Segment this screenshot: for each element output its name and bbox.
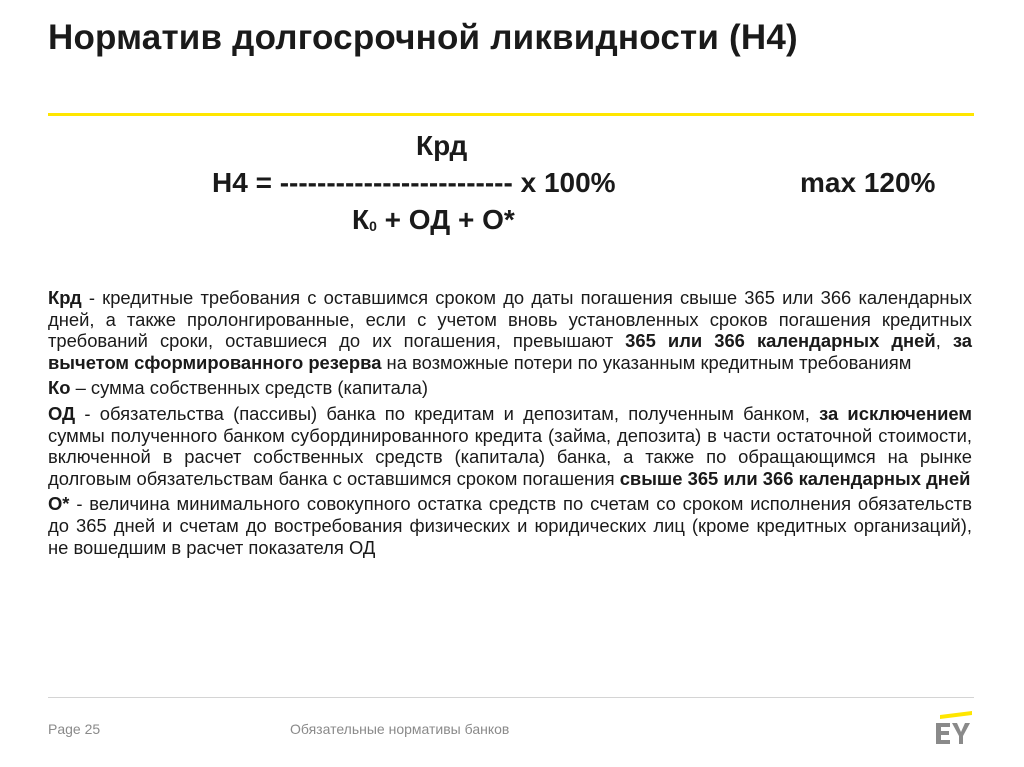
definition-bold: 365 или 366 календарных дней — [625, 330, 936, 352]
term-o: О* — [48, 493, 70, 515]
definition-text: - величина минимального совокупного остатка средств по счетам со сроком исполнения обязательств до 365 дней и счетам до востребования физических и юридических лиц (кроме кредитных организаций), не вошедшим в расчет показателя ОД — [48, 493, 972, 558]
formula-denominator — [352, 204, 515, 236]
definitions-text — [48, 287, 972, 562]
footer-divider — [48, 697, 974, 698]
definition-ko — [48, 377, 972, 399]
ey-logo-icon — [934, 711, 976, 747]
slide-title: Норматив долгосрочной ликвидности (Н4) — [48, 18, 798, 57]
formula-numerator: Крд — [416, 130, 468, 161]
page-number: Page 25 — [48, 721, 101, 737]
footer-title: Обязательные нормативы банков — [290, 721, 510, 737]
term-od: ОД — [48, 402, 76, 424]
term-krd: Крд — [48, 287, 82, 308]
definition-bold: за вычетом сформированного резерва — [48, 330, 972, 373]
definition-bold: за исключением — [819, 402, 972, 424]
denominator-k: К — [352, 204, 370, 235]
definition-text: - обязательства (пассивы) банка по кредитам и депозитам, полученным банком, — [75, 402, 820, 424]
denominator-subscript: 0 — [369, 218, 377, 234]
definition-text: – сумма собственных средств (капитала) — [70, 377, 428, 399]
denominator-rest: + ОД + О* — [376, 204, 515, 235]
definition-text: , — [935, 330, 953, 352]
definition-od — [48, 403, 972, 489]
definition-bold: свыше 365 или 366 календарных дней — [619, 467, 971, 489]
definition-text: на возможные потери по указанным кредитным требованиям — [381, 351, 912, 373]
term-ko: Ко — [48, 377, 71, 399]
title-divider — [48, 113, 974, 116]
definition-krd — [48, 287, 972, 373]
definition-o — [48, 493, 972, 558]
definition-text: - кредитные требования с оставшимся сроком до даты погашения свыше 365 или 366 календарных дней, а также пролонгированные, если с учетом вновь установленных сроков погашения кредитных требований сроки, оставшиеся до их погашения, превышают — [48, 287, 972, 352]
definition-text: суммы полученного банком субординированного кредита (займа, депозита) в части остаточной стоимости, включенной в расчет собственных средств (капитала) банка, а также по обращающимся на рынке долговым обязательствам банка с оставшимся сроком погашения — [48, 424, 972, 489]
formula-limit: max 120% — [800, 167, 936, 198]
formula-main-line: Н4 = ------------------------- х 100% — [212, 167, 616, 198]
